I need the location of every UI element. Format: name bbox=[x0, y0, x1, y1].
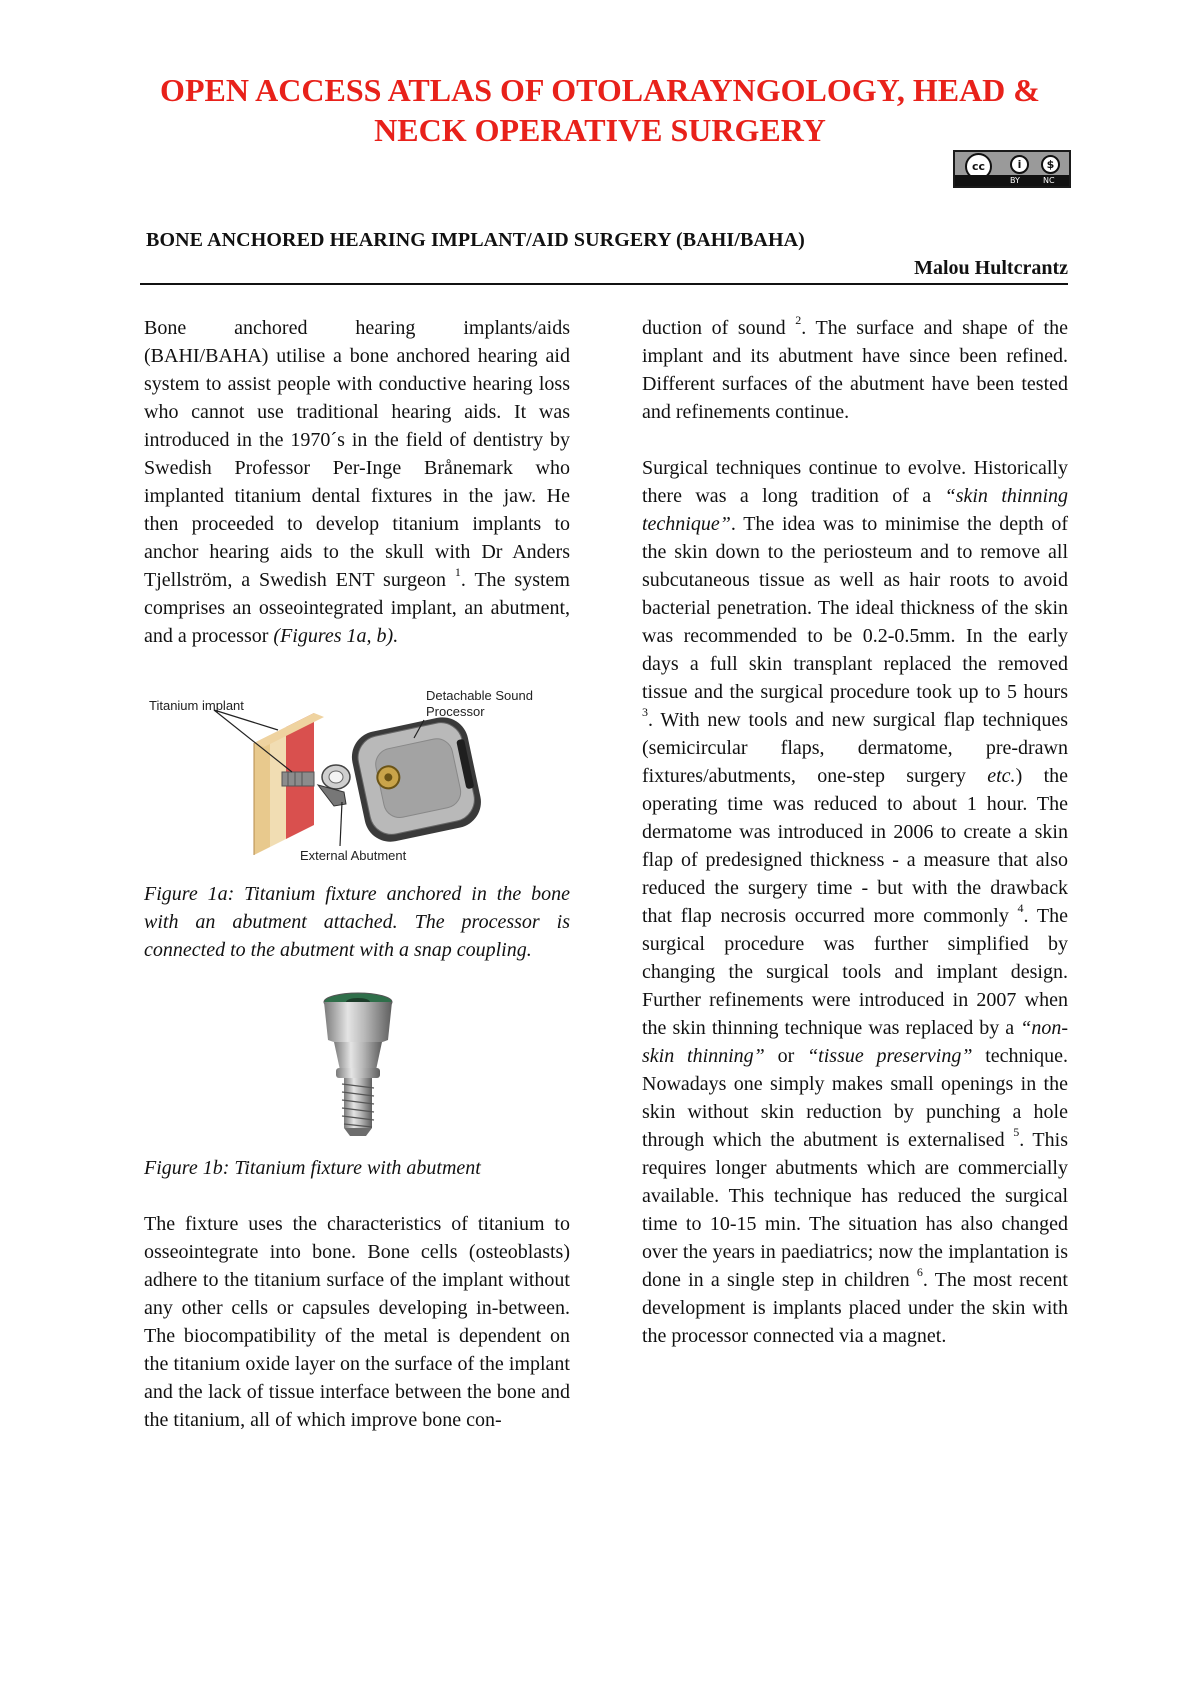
reference-4[interactable]: 4 bbox=[1017, 901, 1024, 916]
header-divider bbox=[140, 283, 1068, 285]
attribution-icon: i bbox=[1010, 155, 1029, 174]
reference-6[interactable]: 6 bbox=[916, 1265, 923, 1280]
non-commercial-icon: $ bbox=[1041, 155, 1060, 174]
license-nc-label: NC bbox=[1043, 176, 1055, 185]
author-name: Malou Hultcrantz bbox=[914, 257, 1068, 279]
label-sound-processor-line-2: Processor bbox=[426, 704, 485, 719]
osseointegration-paragraph: The fixture uses the characteristics of titanium to osseointegrate into bone. Bone cells (osteoblasts) adhere to the titanium surface of the implant without any other cells or capsules developing in-between. The biocompatibility of the metal is dependent on the titanium oxide layer on the surface of the implant and the lack of tissue interface between the bone and the titanium, all of which improve bone con- bbox=[144, 1213, 570, 1431]
figure-1b bbox=[144, 990, 570, 1140]
reference-1[interactable]: 1 bbox=[454, 565, 461, 580]
figure-reference[interactable]: (Figures 1a, b). bbox=[273, 625, 399, 647]
atlas-title-line-1: OPEN ACCESS ATLAS OF OTOLARAYNGOLOGY, HEAD & bbox=[160, 72, 1040, 108]
cc-by-nc-license-icon bbox=[953, 150, 1071, 188]
continued-paragraph: duction of sound $^2$. The surface and shape of the implant and its abutment have since been refined. Different surfaces of the abutment have been tested and refinements continue. bbox=[642, 313, 1068, 423]
atlas-title bbox=[90, 70, 1110, 150]
figure-1a-caption: Figure 1a: Titanium fixture anchored in the bone with an abutment attached. The processor is connected to the abutment with a snap coupling. bbox=[144, 883, 570, 961]
reference-5[interactable]: 5 bbox=[1013, 1125, 1020, 1140]
figure-1a bbox=[144, 674, 570, 880]
figure-1b-caption: Figure 1b: Titanium fixture with abutment bbox=[144, 1157, 481, 1179]
titanium-fixture-photo bbox=[144, 990, 570, 1140]
article-title: BONE ANCHORED HEARING IMPLANT/AID SURGERY (BAHI/BAHA) bbox=[146, 229, 805, 251]
intro-paragraph: Bone anchored hearing implants/aids (BAHI/BAHA) utilise a bone anchored hearing aid system to assist people with conductive hearing loss who cannot use traditional hearing aids. It was introduced in the 1970´s in the field of dentistry by Swedish Professor Per-Inge Brånemark who implanted titanium dental fixtures in the jaw. He then proceeded to develop titanium implants to anchor hearing aids to the skull with Dr Anders Tjellström, a Swedish ENT surgeon $^1$. The system comprises an osseointegrated implant, an abutment, and a processor (Figures 1a, b). bbox=[144, 317, 570, 647]
right-column bbox=[642, 314, 1068, 1350]
surgical-techniques-paragraph: Surgical techniques continue to evolve. Historically there was a long tradition of a “skin thinning technique”. The idea was to minimise the depth of the skin down to the periosteum and to remove all subcutaneous tissue as well as hair roots to avoid bacterial penetration. The ideal thickness of the skin was recommended to be 0.2-0.5mm. In the early days a full skin transplant replaced the removed tissue and the surgical procedure took up to 5 hours $^3$. With new tools and new surgical flap techniques (semicircular flaps, dermatome, pre-drawn fixtures/abutments, one-step surgery etc.) the operating time was reduced to about 1 hour. The dermatome was introduced in 2006 to create a skin flap of predesigned thickness - a measure that also reduced the surgery time - but with the drawback that flap necrosis occurred more commonly $^4$. The surgical procedure was further simplified by changing the surgical tools and implant design. Further refinements were introduced in 2007 when the skin thinning technique was replaced by a “non-skin thinning” or “tissue preserving” technique. Nowadays one simply makes small openings in the skin without skin reduction by punching a hole through which the abutment is externalised $^5$. This requires longer abutments which are commercially available. This technique has reduced the surgical time to 10-15 min. The situation has also changed over the years in paediatrics; now the implantation is done in a single step in children $^6$. The most recent development is implants placed under the skin with the processor connected via a magnet. bbox=[642, 457, 1069, 1347]
license-by-label: BY bbox=[1010, 176, 1020, 185]
atlas-title-line-2: NECK OPERATIVE SURGERY bbox=[374, 112, 826, 148]
creative-commons-icon: cc bbox=[965, 153, 992, 180]
label-external-abutment: External Abutment bbox=[300, 848, 407, 863]
reference-3[interactable]: 3 bbox=[642, 705, 648, 720]
reference-2[interactable]: 2 bbox=[795, 313, 802, 328]
label-titanium-implant: Titanium implant bbox=[149, 698, 244, 713]
left-column bbox=[144, 314, 570, 1434]
label-sound-processor-line-1: Detachable Sound bbox=[426, 688, 533, 703]
